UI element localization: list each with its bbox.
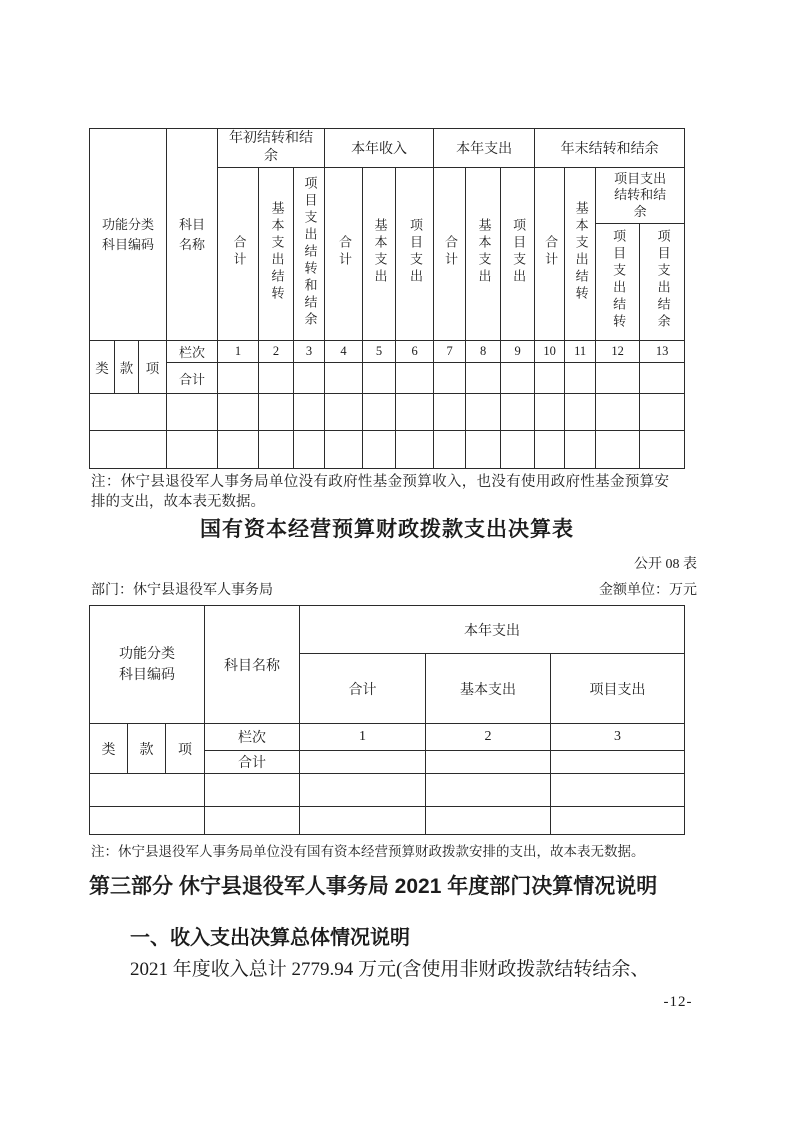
t2-empty-code [90,807,205,835]
t2-code-header: 功能分类 科目编码 [90,606,205,724]
t1-empty-cell [434,394,466,431]
t1-empty-cell [259,431,294,469]
t2-rank: 2 [426,724,551,751]
t1-empty-cell [466,394,501,431]
t1-empty-cell [535,394,565,431]
t1-rank: 13 [640,341,685,363]
t1-rank: 5 [363,341,396,363]
t1-rank: 9 [501,341,535,363]
t1-col-basic-carry: 基本支出结转 [259,168,294,341]
t2-group-year-expense: 本年支出 [300,606,685,654]
section1-paragraph: 2021 年度收入总计 2779.94 万元(含使用非财政拨款结转结余、 [130,959,650,980]
t1-col-project-exp-1: 项目支出 [396,168,434,341]
t1-empty-cell [363,431,396,469]
t2-total-value [300,751,426,774]
t2-col-basic-exp: 基本支出 [426,654,551,724]
t2-total-value [551,751,685,774]
t1-empty-cell [325,431,363,469]
t1-empty-cell [640,394,685,431]
t1-col-basic-carry-end: 基本支出结转 [565,168,596,341]
t1-empty-subject [167,431,218,469]
t1-total-row-label: 合计 [167,363,218,394]
t1-empty-cell [640,431,685,469]
t1-empty-cell [434,431,466,469]
t1-empty-code [90,394,167,431]
unit-label: 金额单位：万元 [599,583,697,598]
table1-note: 注：休宁县退役军人事务局单位没有政府性基金预算收入，也没有使用政府性基金预算安排的支出，故本表无数据。 [91,474,669,510]
t1-empty-cell [535,431,565,469]
t1-code-item: 项 [139,341,167,394]
t1-subject-header: 科目 名称 [167,129,218,341]
t1-rank: 11 [565,341,596,363]
t1-empty-cell [396,394,434,431]
t1-total-value [434,363,466,394]
t2-empty-cell [426,774,551,807]
t1-col-project-carry-balance: 项目支出结转和结余 [294,168,325,341]
table2-note: 注：休宁县退役军人事务局单位没有国有资本经营预算财政拨款安排的支出，故本表无数据。 [91,844,645,859]
table08-meta-row [91,579,697,599]
t1-col-total-4: 合计 [535,168,565,341]
t1-empty-subject [167,394,218,431]
t2-empty-cell [300,774,426,807]
t2-rank: 1 [300,724,426,751]
t2-col-project-exp: 项目支出 [551,654,685,724]
t1-col-project-carry-end: 项目支出结转 [596,224,640,341]
table08-title: 国有资本经营预算财政拨款支出决算表 [200,518,574,541]
section1-heading: 一、收入支出决算总体情况说明 [130,927,410,949]
t1-rank: 3 [294,341,325,363]
t1-total-value [218,363,259,394]
t2-rank: 3 [551,724,685,751]
t2-empty-cell [426,807,551,835]
t1-col-total-3: 合计 [434,168,466,341]
t1-empty-code [90,431,167,469]
page-number: -12- [663,994,693,1010]
t1-empty-cell [325,394,363,431]
t2-empty-subject [205,774,300,807]
department-label: 部门：休宁县退役军人事务局 [91,583,273,598]
t1-total-value [396,363,434,394]
t1-rank: 6 [396,341,434,363]
t1-empty-cell [218,394,259,431]
part3-heading: 第三部分 休宁县退役军人事务局 2021 年度部门决算情况说明 [89,875,658,898]
t1-rank: 8 [466,341,501,363]
t2-empty-code [90,774,205,807]
t1-empty-cell [501,431,535,469]
t2-col-total: 合计 [300,654,426,724]
t1-group-year-expense: 本年支出 [434,129,535,168]
t1-code-section: 款 [115,341,139,394]
t1-rank: 1 [218,341,259,363]
t2-code-section: 款 [128,724,166,774]
t1-empty-cell [466,431,501,469]
t1-rank: 7 [434,341,466,363]
t2-empty-cell [300,807,426,835]
t1-total-value [294,363,325,394]
t1-group-begin-balance: 年初结转和结余 [218,129,325,168]
t1-col-basic-exp-1: 基本支出 [363,168,396,341]
t1-subgroup-project-carry: 项目支出结转和结余 [596,168,685,224]
t1-rank: 2 [259,341,294,363]
t1-empty-cell [363,394,396,431]
t1-total-value [535,363,565,394]
t1-code-class: 类 [90,341,115,394]
t1-rank: 4 [325,341,363,363]
t2-rank-label: 栏次 [205,724,300,751]
t1-total-value [363,363,396,394]
t1-rank-label: 栏次 [167,341,218,363]
t1-total-value [466,363,501,394]
t2-empty-cell [551,807,685,835]
t1-col-total-2: 合计 [325,168,363,341]
t1-total-value [565,363,596,394]
t1-empty-cell [565,394,596,431]
t1-total-value [501,363,535,394]
t2-empty-subject [205,807,300,835]
t1-total-value [325,363,363,394]
t1-empty-cell [396,431,434,469]
t1-empty-cell [565,431,596,469]
gov-fund-budget-table [89,128,685,469]
t1-empty-cell [501,394,535,431]
t1-rank: 12 [596,341,640,363]
t2-code-item: 项 [166,724,205,774]
t1-col-project-exp-2: 项目支出 [501,168,535,341]
state-capital-expense-table [89,605,685,835]
t1-total-value [259,363,294,394]
t2-code-class: 类 [90,724,128,774]
t2-total-value [426,751,551,774]
t1-empty-cell [218,431,259,469]
t1-col-project-balance-end: 项目支出结余 [640,224,685,341]
t1-empty-cell [596,431,640,469]
t1-empty-cell [259,394,294,431]
t1-col-total-1: 合计 [218,168,259,341]
t1-group-year-income: 本年收入 [325,129,434,168]
t1-rank: 10 [535,341,565,363]
t2-empty-cell [551,774,685,807]
t2-total-row-label: 合计 [205,751,300,774]
t1-total-value [640,363,685,394]
t1-empty-cell [294,431,325,469]
t1-empty-cell [596,394,640,431]
t2-subject-header: 科目名称 [205,606,300,724]
t1-total-value [596,363,640,394]
t1-code-header: 功能分类 科目编码 [90,129,167,341]
t1-empty-cell [294,394,325,431]
sheet-number-label: 公开 08 表 [634,557,697,572]
t1-col-basic-exp-2: 基本支出 [466,168,501,341]
t1-group-end-balance: 年末结转和结余 [535,129,685,168]
